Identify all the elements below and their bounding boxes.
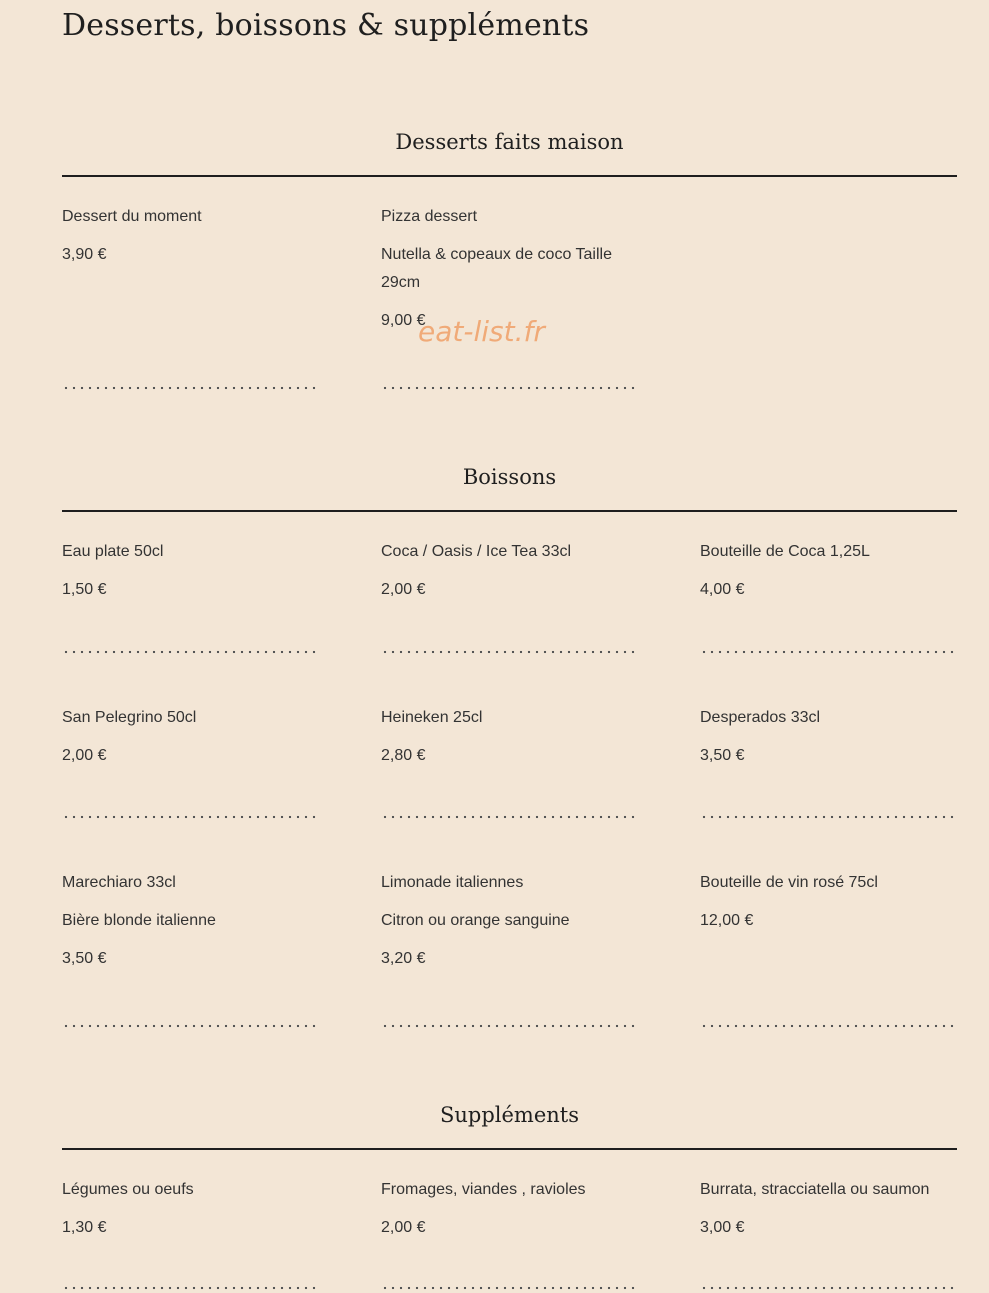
dotted-separator [62,1024,318,1028]
item-price: 2,80 € [381,747,426,764]
item-name: Coca / Oasis / Ice Tea 33cl [381,543,572,560]
menu-item [381,704,637,770]
dotted-separator [62,1286,318,1290]
item-name: Desperados 33cl [700,709,821,726]
item-description: 12,00 € [700,912,754,929]
menu-item [62,869,318,973]
dotted-separator [381,1286,637,1290]
item-name: Légumes ou oeufs [62,1181,194,1198]
item-name: Eau plate 50cl [62,543,164,560]
menu-item [62,704,318,770]
dotted-separator [381,386,637,390]
section-boissons [62,455,957,967]
menu-item [62,538,318,604]
dotted-separator [700,1024,956,1028]
section-heading: Boissons [462,465,557,489]
item-name: Marechiaro 33cl [62,874,176,891]
dotted-separator [700,815,956,819]
item-price: 9,00 € [381,312,426,329]
item-name: Pizza dessert [381,208,478,225]
menu-item [700,538,956,604]
menu-item [381,538,637,604]
dotted-separator [700,650,956,654]
item-price: 3,00 € [700,1219,745,1236]
item-price: 1,50 € [62,581,107,598]
menu-item [62,1176,318,1242]
item-name: Fromages, viandes , ravioles [381,1181,586,1198]
item-description: Bière blonde italienne [62,912,216,929]
dotted-separator [381,650,637,654]
section-heading: Desserts faits maison [395,130,624,154]
dotted-separator [700,1286,956,1290]
menu-item [381,869,637,973]
item-price: 3,50 € [62,950,107,967]
menu-item [62,203,318,269]
dotted-separator [381,815,637,819]
item-price: 4,00 € [700,581,745,598]
item-price: 3,50 € [700,747,745,764]
item-description: Nutella & copeaux de coco Taille 29cm [381,246,612,291]
watermark-text: eat-list.fr [418,315,545,348]
page-title: Desserts, boissons & suppléments [62,8,590,43]
item-name: Burrata, stracciatella ou saumon [700,1181,930,1198]
item-name: San Pelegrino 50cl [62,709,197,726]
item-name: Dessert du moment [62,208,202,225]
menu-item [381,1176,637,1242]
item-name: Bouteille de Coca 1,25L [700,543,870,560]
item-price: 2,00 € [381,1219,426,1236]
menu-item [700,1176,956,1242]
item-price: 2,00 € [62,747,107,764]
dotted-separator [62,815,318,819]
dotted-separator [381,1024,637,1028]
section-desserts [62,120,957,329]
item-name: Bouteille de vin rosé 75cl [700,874,878,891]
item-description: Citron ou orange sanguine [381,912,570,929]
item-price: 1,30 € [62,1219,107,1236]
section-divider [62,1148,957,1150]
item-name: Heineken 25cl [381,709,483,726]
menu-item [700,704,956,770]
section-divider [62,175,957,177]
item-price: 3,20 € [381,950,426,967]
item-price: 2,00 € [381,581,426,598]
item-price: 3,90 € [62,246,107,263]
section-supplements [62,1093,957,1236]
item-name: Limonade italiennes [381,874,524,891]
dotted-separator [62,650,318,654]
menu-item [700,869,956,935]
section-divider [62,510,957,512]
dotted-separator [62,386,318,390]
section-heading: Suppléments [439,1103,580,1127]
